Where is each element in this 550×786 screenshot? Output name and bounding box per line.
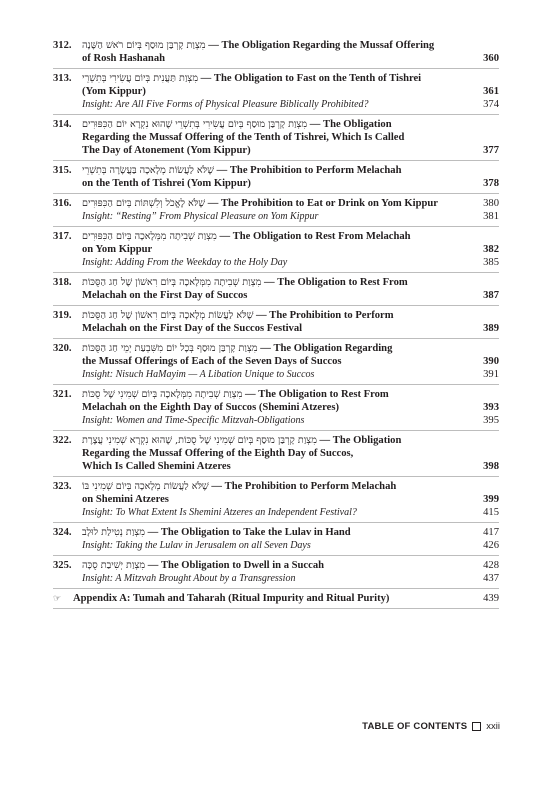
entry-title: — The Prohibition to Perform Melachah [213,165,402,176]
appendix-title: Appendix A: Tumah and Taharah (Ritual Impurity and Ritual Purity) [73,593,390,604]
entry-title-continuation [53,447,499,460]
page-number: 381 [483,211,499,222]
entry-title: — The Obligation to Fast on the Tenth of Tishrei [198,73,422,84]
entry-number: 317. [53,231,72,242]
entry-title-text: (Yom Kippur) [82,86,146,97]
entry-title-continuation [53,401,499,414]
entry-title-text: of Rosh Hashanah [82,53,166,64]
entry-title: — The Obligation to Rest From Melachah [216,231,411,242]
entry-title-text: on Shemini Atzeres [82,494,169,505]
insight-line [53,572,499,585]
page-number: 377 [483,145,499,156]
hebrew-title: מִצְוַת קָרְבַּן מוּסַף בְּכָל יוֹם מִשִּׁבְעַת יְמֵי חַג הַסֻּכּוֹת [82,343,258,354]
page-number: 399 [483,494,499,505]
toc-entry[interactable] [53,556,499,589]
insight-text: Insight: A Mitzvah Brought About by a Transgression [82,573,296,584]
toc-entry[interactable] [53,477,499,523]
entry-title-continuation [53,243,499,256]
page-number: 390 [483,356,499,367]
hebrew-title: שֶׁלֹּא לַעֲשׂוֹת מְלָאכָה בַּעֲשָׂרָה בְּתִשְׁרֵי [82,165,214,176]
hebrew-title: מִצְוַת שְׁבִיתָה מִמְּלָאכָה בְּיוֹם שְׁמִינִי שֶׁל סֻכּוֹת [82,389,243,400]
entry-title: — The Obligation to Rest From [242,389,389,400]
page-number: 374 [483,99,499,110]
page-number: 393 [483,402,499,413]
entry-title-continuation [53,493,499,506]
entry-title-text: Which Is Called Shemini Atzeres [82,461,231,472]
page-number: 426 [483,540,499,551]
entry-number: 321. [53,389,72,400]
entry-title-line [53,164,499,177]
entry-title-line [53,526,499,539]
entry-number: 322. [53,435,72,446]
entry-title: — The Obligation [307,119,392,130]
footer-title: TABLE OF CONTENTS [362,721,468,732]
entry-title-line [53,118,499,131]
entry-title-text: Regarding the Mussaf Offering of the Tenth of Tishrei, Which Is Called [82,132,405,143]
entry-number: 315. [53,165,72,176]
hebrew-title: מִצְוַת שְׁבִיתָה מִמְּלָאכָה בְּיוֹם הַכִּפּוּרִים [82,231,217,242]
entry-title: — The Prohibition to Perform Melachah [208,481,397,492]
hebrew-title: מִצְוַת נְטִילַת לוּלָב [82,527,145,538]
page-number: 395 [483,415,499,426]
page-footer [362,721,500,732]
insight-line [53,98,499,111]
toc-entry[interactable] [53,339,499,385]
insight-text: Insight: Adding From the Weekday to the Holy Day [82,257,288,268]
insight-line [53,539,499,552]
page-number: 439 [483,593,499,604]
entry-title-continuation [53,144,499,157]
entry-number: 324. [53,527,72,538]
page-number: 380 [483,198,499,209]
entry-title: — The Prohibition to Eat or Drink on Yom Kippur [205,198,438,209]
page-number: 415 [483,507,499,518]
hebrew-title: שֶׁלֹּא לֶאֱכֹל וְלִשְׁתּוֹת בְּיוֹם הַכִּפּוּרִים [82,198,206,209]
page-number: 428 [483,560,499,571]
insight-text: Insight: Are All Five Forms of Physical Pleasure Biblically Prohibited? [82,99,369,110]
hebrew-title: מִצְוַת קָרְבַּן מוּסַף בְּיוֹם רֹאשׁ הַשָּׁנָה [82,40,206,51]
insight-text: Insight: “Resting” From Physical Pleasure on Yom Kippur [82,211,319,222]
entry-title-text: Melachah on the First Day of the Succos Festival [82,323,303,334]
entry-title-line [53,39,499,52]
entry-title-line [53,197,499,210]
toc-entry[interactable] [53,431,499,477]
table-of-contents [53,36,499,609]
entry-title-line [53,559,499,572]
toc-entry[interactable] [53,36,499,69]
insight-line [53,368,499,381]
footer-page-number: xxii [486,721,500,732]
entry-number: 312. [53,40,72,51]
page-number: 389 [483,323,499,334]
hebrew-title: מִצְוַת יְשִׁיבַת סֻכָּה [82,560,146,571]
entry-title-text: Melachah on the First Day of Succos [82,290,248,301]
entry-title-text: on Yom Kippur [82,244,153,255]
entry-title: — The Obligation to Take the Lulav in Hand [144,527,351,538]
hebrew-title: שֶׁלֹּא לַעֲשׂוֹת מְלָאכָה בְּיוֹם שְׁמִינִי בּוֹ [82,481,209,492]
entry-title-line [53,388,499,401]
entry-title-continuation [53,85,499,98]
entry-number: 316. [53,198,72,209]
entry-title-continuation [53,289,499,302]
toc-entry[interactable] [53,161,499,194]
hebrew-title: מִצְוַת קָרְבַּן מוּסַף בְּיוֹם עֲשִׂירִי בְּתִשְׁרֵי שֶׁהוּא נִקְרָא יוֹם הַכִּפּוּרִים [82,119,308,130]
toc-entry[interactable] [53,385,499,431]
entry-title-continuation [53,355,499,368]
appendix-line [53,592,499,605]
page-number: 398 [483,461,499,472]
page-number: 382 [483,244,499,255]
toc-entry[interactable] [53,306,499,339]
entry-number: 320. [53,343,72,354]
page-number: 387 [483,290,499,301]
entry-title-line [53,309,499,322]
insight-line [53,256,499,269]
insight-text: Insight: To What Extent Is Shemini Atzeres an Independent Festival? [82,507,357,518]
entry-number: 323. [53,481,72,492]
page-number: 360 [483,53,499,64]
entry-title-continuation [53,177,499,190]
insight-line [53,414,499,427]
insight-line [53,210,499,223]
hebrew-title: מִצְוַת שְׁבִיתָה מִמְּלָאכָה בְּיוֹם רִאשׁוֹן שֶׁל חַג הַסֻּכּוֹת [82,277,262,288]
entry-title-text: on the Tenth of Tishrei (Yom Kippur) [82,178,251,189]
toc-entry[interactable] [53,69,499,115]
entry-title-line [53,72,499,85]
entry-title-text: the Mussaf Offerings of Each of the Seven Days of Succos [82,356,342,367]
hebrew-title: מִצְוַת תַּעֲנִית בְּיוֹם עֲשִׂירִי בְּתִשְׁרֵי [82,73,199,84]
entry-title-continuation [53,322,499,335]
insight-text: Insight: Women and Time-Specific Mitzvah-Obligations [82,415,305,426]
entry-number: 318. [53,277,72,288]
hebrew-title: מִצְוַת קָרְבַּן מוּסַף בְּיוֹם שְׁמִינִי שֶׁל סֻכּוֹת, שֶׁהוּא נִקְרָא שְׁמִינִי עֲצֶרֶת [82,435,317,446]
page-number: 378 [483,178,499,189]
entry-title-line [53,276,499,289]
appendix-entry[interactable] [53,589,499,609]
entry-title-text: Regarding the Mussaf Offering of the Eighth Day of Succos, [82,448,354,459]
entry-title-continuation [53,460,499,473]
page-number: 417 [483,527,499,538]
insight-line [53,506,499,519]
insight-text: Insight: Nisuch HaMayim — A Libation Unique to Succos [82,369,315,380]
page-number: 385 [483,257,499,268]
entry-title-line [53,480,499,493]
entry-title: — The Obligation Regarding [257,343,393,354]
toc-entry[interactable] [53,227,499,273]
page-number: 437 [483,573,499,584]
entry-title: — The Obligation to Rest From [261,277,408,288]
entry-number: 319. [53,310,72,321]
entry-title: — The Obligation Regarding the Mussaf Offering [205,40,435,51]
entry-number: 313. [53,73,72,84]
page-number: 361 [483,86,499,97]
toc-entry[interactable] [53,115,499,161]
square-icon [472,722,481,731]
pointing-hand-icon: ☞ [53,593,62,603]
toc-entry[interactable] [53,194,499,227]
entry-title-line [53,434,499,447]
toc-entry[interactable] [53,273,499,306]
entry-title-line [53,342,499,355]
entry-title-line [53,230,499,243]
entry-title-continuation [53,131,499,144]
entry-title: — The Prohibition to Perform [253,310,394,321]
entry-number: 325. [53,560,72,571]
toc-entry[interactable] [53,523,499,556]
entry-number: 314. [53,119,72,130]
insight-text: Insight: Taking the Lulav in Jerusalem on all Seven Days [82,540,311,551]
hebrew-title: שֶׁלֹּא לַעֲשׂוֹת מְלָאכָה בְּיוֹם רִאשׁוֹן שֶׁל חַג הַסֻּכּוֹת [82,310,254,321]
entry-title-text: Melachah on the Eighth Day of Succos (Shemini Atzeres) [82,402,339,413]
entry-title: — The Obligation [316,435,402,446]
entry-title: — The Obligation to Dwell in a Succah [145,560,325,571]
entry-title-continuation [53,52,499,65]
page-number: 391 [483,369,499,380]
entry-title-text: The Day of Atonement (Yom Kippur) [82,145,251,156]
